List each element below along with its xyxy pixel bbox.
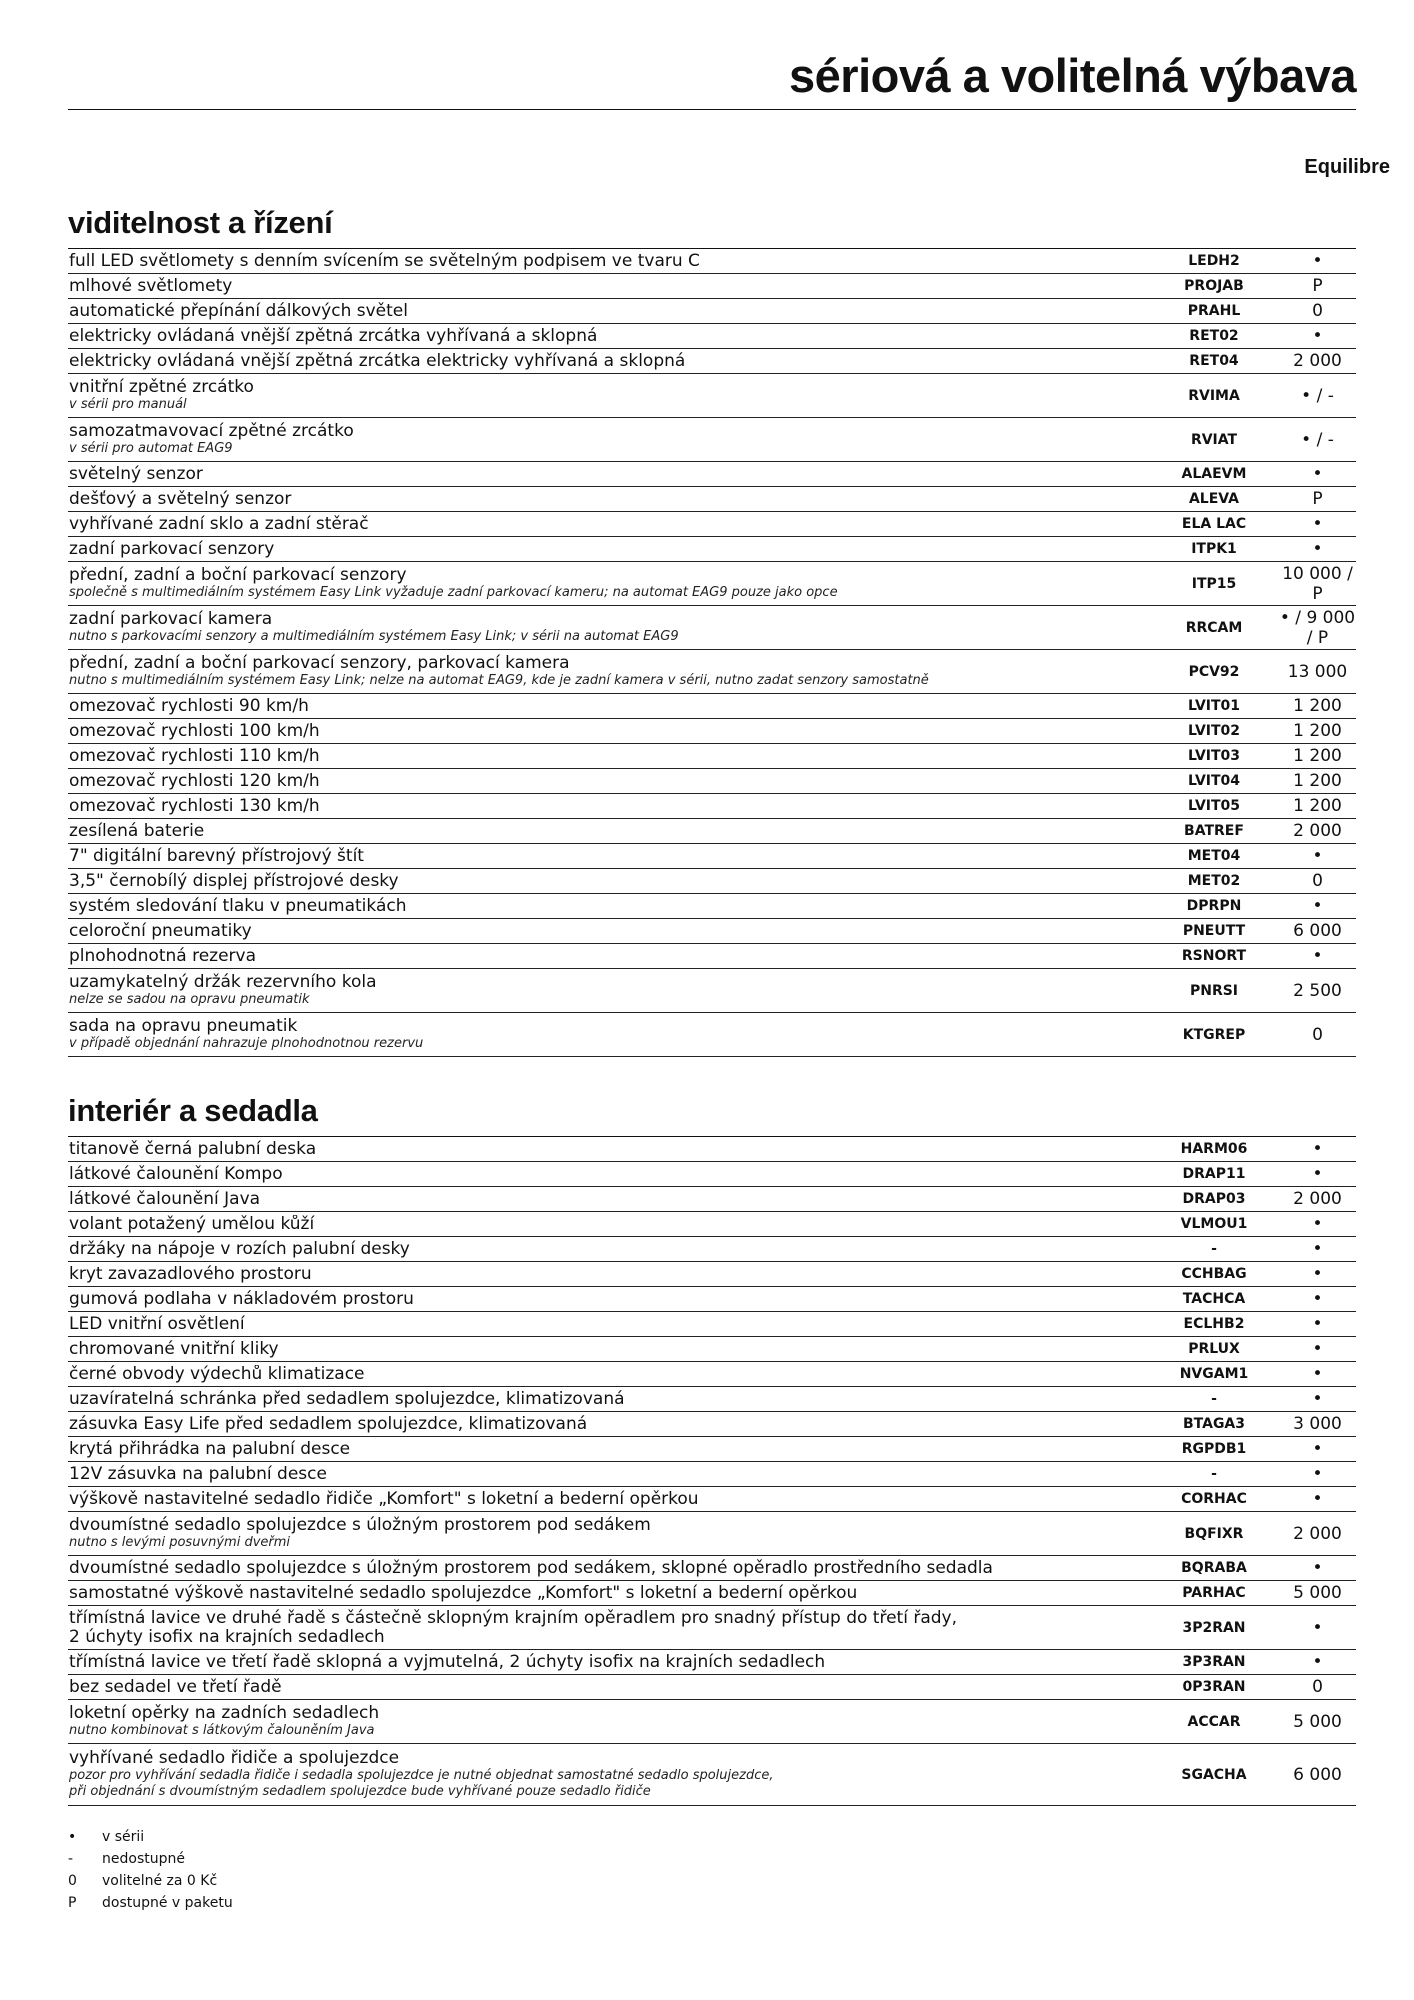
option-code: PNRSI [1189, 982, 1239, 999]
option-value: 2 000 [1293, 1523, 1342, 1544]
table-row [68, 844, 1356, 869]
equipment-label: světelný senzor [69, 464, 203, 484]
equipment-description [68, 378, 1149, 413]
option-value: 1 200 [1293, 746, 1342, 766]
option-code: RRCAM [1185, 619, 1243, 636]
table-row [68, 418, 1356, 462]
equipment-description [68, 697, 1149, 716]
equipment-label: systém sledování tlaku v pneumatikách [69, 896, 407, 916]
option-value: 6 000 [1293, 1764, 1342, 1785]
table-row [68, 1556, 1356, 1581]
equipment-description [68, 797, 1149, 816]
option-code: 3P3RAN [1182, 1654, 1246, 1670]
option-value: P [1312, 489, 1323, 509]
equipment-label: dvoumístné sedadlo spolujezdce s úložným prostorem pod sedákem, sklopné opěradlo prostředního sedadla [69, 1558, 993, 1578]
equipment-label: kryt zavazadlového prostoru [69, 1264, 312, 1284]
table-row [68, 744, 1356, 769]
option-value: • [1312, 1264, 1323, 1284]
option-code: HARM06 [1180, 1141, 1248, 1157]
option-code: KTGREP [1182, 1026, 1246, 1043]
option-value: • [1312, 1652, 1323, 1672]
equipment-description [68, 490, 1149, 509]
table-row [68, 1237, 1356, 1262]
table-row [68, 969, 1356, 1013]
option-code: CCHBAG [1181, 1266, 1247, 1282]
option-code: - [1211, 1241, 1217, 1257]
equipment-list [68, 1137, 1356, 1806]
equipment-label: chromované vnitřní kliky [69, 1339, 279, 1359]
table-row [68, 694, 1356, 719]
equipment-label: uzavíratelná schránka před sedadlem spolujezdce, klimatizovaná [69, 1389, 625, 1409]
equipment-description [68, 772, 1149, 791]
equipment-description [68, 897, 1149, 916]
option-value: • [1312, 896, 1323, 916]
option-value: 5 000 [1293, 1711, 1342, 1732]
equipment-label: dešťový a světelný senzor [69, 489, 292, 509]
option-code: - [1211, 1466, 1217, 1482]
option-value: • [1312, 251, 1323, 271]
option-code: LVIT04 [1187, 773, 1241, 789]
option-code: LVIT03 [1187, 748, 1241, 764]
equipment-label: třímístná lavice ve druhé řadě s částečně sklopným krajním opěradlem pro snadný přístup do třetí řady, [69, 1608, 958, 1628]
equipment-description [68, 277, 1149, 296]
equipment-label: gumová podlaha v nákladovém prostoru [69, 1289, 414, 1309]
equipment-description [68, 1290, 1149, 1309]
equipment-description [68, 947, 1149, 966]
title-divider [68, 109, 1356, 110]
equipment-description [68, 872, 1149, 891]
legend-item [68, 1848, 233, 1870]
table-row [68, 1013, 1356, 1057]
equipment-label: 3,5" černobílý displej přístrojové desky [69, 871, 399, 891]
equipment-label: mlhové světlomety [69, 276, 233, 296]
option-code: MET04 [1187, 848, 1241, 864]
equipment-description [68, 654, 1149, 689]
option-value: • [1312, 1339, 1323, 1359]
equipment-description [68, 1559, 1149, 1578]
option-value: • [1312, 946, 1323, 966]
legend-text: v sérii [102, 1829, 145, 1845]
legend-text: nedostupné [102, 1851, 185, 1867]
equipment-label: samozatmavovací zpětné zrcátko [69, 422, 354, 441]
option-code: RET02 [1189, 328, 1239, 344]
option-code: CORHAC [1181, 1491, 1247, 1507]
equipment-label: přední, zadní a boční parkovací senzory [69, 566, 407, 585]
equipment-description [68, 1190, 1149, 1209]
equipment-label: full LED světlomety s denním svícením se světelným podpisem ve tvaru C [69, 251, 700, 271]
table-row [68, 1212, 1356, 1237]
equipment-list [68, 249, 1356, 1057]
table-row [68, 650, 1356, 694]
equipment-description [68, 1140, 1149, 1159]
option-value: • [1312, 1464, 1323, 1484]
equipment-note: nelze se sadou na opravu pneumatik [69, 992, 310, 1007]
equipment-description [68, 1415, 1149, 1434]
table-row [68, 794, 1356, 819]
equipment-label: automatické přepínání dálkových světel [69, 301, 408, 321]
option-value: • [1312, 1389, 1323, 1409]
equipment-description [68, 1516, 1149, 1551]
option-code: ACCAR [1187, 1713, 1241, 1730]
equipment-label: bez sedadel ve třetí řadě [69, 1677, 282, 1697]
option-value: • [1312, 1314, 1323, 1334]
equipment-description [68, 252, 1149, 271]
option-code: RSNORT [1181, 948, 1247, 964]
table-row [68, 324, 1356, 349]
legend-symbol: • [68, 1829, 77, 1845]
equipment-description [68, 1440, 1149, 1459]
equipment-description [68, 610, 1149, 645]
option-value: 2 000 [1293, 351, 1342, 371]
equipment-label: omezovač rychlosti 110 km/h [69, 746, 320, 766]
option-code: BQRABA [1181, 1560, 1247, 1576]
option-value: • [1312, 1164, 1323, 1184]
table-row [68, 1462, 1356, 1487]
option-value: 13 000 [1287, 661, 1348, 682]
option-code: BTAGA3 [1182, 1416, 1246, 1432]
equipment-description [68, 1365, 1149, 1384]
legend-item [68, 1870, 233, 1892]
equipment-label: celoroční pneumatiky [69, 921, 252, 941]
option-code: 3P2RAN [1182, 1619, 1246, 1636]
legend-item [68, 1892, 233, 1914]
option-value: • [1312, 1289, 1323, 1309]
option-value: • [1312, 1139, 1323, 1159]
section-title: viditelnost a řízení [68, 204, 1356, 249]
option-value: 10 000 / P [1282, 563, 1353, 604]
equipment-description [68, 1749, 1149, 1800]
option-code: ITP15 [1191, 575, 1237, 592]
option-value: 0 [1312, 1677, 1323, 1697]
option-value: • / 9 000 / P [1279, 607, 1356, 648]
option-code: RVIMA [1188, 387, 1240, 404]
table-row [68, 512, 1356, 537]
option-value: 1 200 [1293, 771, 1342, 791]
equipment-label: LED vnitřní osvětlení [69, 1314, 245, 1334]
equipment-label: sada na opravu pneumatik [69, 1017, 298, 1036]
equipment-label: uzamykatelný držák rezervního kola [69, 973, 377, 992]
equipment-note: společně s multimediálním systémem Easy Link vyžaduje zadní parkovací kameru; na automat EAG9 pouze jako opce [69, 585, 838, 600]
equipment-description [68, 722, 1149, 741]
option-value: • [1312, 1214, 1323, 1234]
option-value: 1 200 [1293, 796, 1342, 816]
option-value: 5 000 [1293, 1583, 1342, 1603]
equipment-note: v sérii pro automat EAG9 [69, 441, 233, 456]
table-row [68, 1412, 1356, 1437]
option-value: 1 200 [1293, 721, 1342, 741]
equipment-label: látkové čalounění Kompo [69, 1164, 283, 1184]
option-code: PCV92 [1188, 663, 1240, 680]
equipment-label: přední, zadní a boční parkovací senzory, parkovací kamera [69, 654, 570, 673]
table-row [68, 1137, 1356, 1162]
table-row [68, 1312, 1356, 1337]
equipment-description [68, 302, 1149, 321]
equipment-label: látkové čalounění Java [69, 1189, 261, 1209]
equipment-description [68, 922, 1149, 941]
equipment-description [68, 1315, 1149, 1334]
option-value: • [1312, 1489, 1323, 1509]
section-interior-seats [68, 1092, 1356, 1806]
equipment-label: samostatné výškově nastavitelné sedadlo spolujezdce „Komfort" s loketní a bederní opěrkou [69, 1583, 858, 1603]
option-value: 6 000 [1293, 921, 1342, 941]
option-code: MET02 [1187, 873, 1241, 889]
equipment-description [68, 1265, 1149, 1284]
option-code: TACHCA [1182, 1291, 1246, 1307]
option-code: VLMOU1 [1180, 1216, 1248, 1232]
table-row [68, 1287, 1356, 1312]
option-value: • [1312, 1239, 1323, 1259]
equipment-description [68, 747, 1149, 766]
table-row [68, 1675, 1356, 1700]
section-title: interiér a sedadla [68, 1092, 1356, 1137]
equipment-description [68, 327, 1149, 346]
equipment-description [68, 465, 1149, 484]
equipment-label: třímístná lavice ve třetí řadě sklopná a vyjmutelná, 2 úchyty isofix na krajních sedadlech [69, 1652, 826, 1672]
legend-symbol: 0 [68, 1873, 77, 1889]
table-row [68, 1337, 1356, 1362]
equipment-note: v případě objednání nahrazuje plnohodnotnou rezervu [69, 1036, 424, 1051]
table-row [68, 719, 1356, 744]
equipment-description [68, 1490, 1149, 1509]
option-code: NVGAM1 [1179, 1366, 1249, 1382]
option-value: 0 [1312, 1024, 1323, 1045]
equipment-description [68, 973, 1149, 1008]
legend-text: volitelné za 0 Kč [102, 1873, 218, 1889]
equipment-label: 12V zásuvka na palubní desce [69, 1464, 327, 1484]
equipment-label: elektricky ovládaná vnější zpětná zrcátka vyhřívaná a sklopná [69, 326, 598, 346]
table-row [68, 487, 1356, 512]
option-code: PROJAB [1184, 278, 1244, 294]
equipment-description [68, 515, 1149, 534]
equipment-label: titanově černá palubní deska [69, 1139, 317, 1159]
option-code: ECLHB2 [1183, 1316, 1245, 1332]
equipment-note: v sérii pro manuál [69, 397, 187, 412]
option-code: ALEVA [1188, 491, 1240, 507]
option-value: P [1312, 276, 1323, 296]
option-code: SGACHA [1181, 1766, 1247, 1783]
equipment-description [68, 540, 1149, 559]
option-value: 2 000 [1293, 821, 1342, 841]
equipment-label: volant potažený umělou kůží [69, 1214, 315, 1234]
table-row [68, 274, 1356, 299]
option-value: • [1312, 1617, 1323, 1638]
table-row [68, 1387, 1356, 1412]
equipment-description [68, 1678, 1149, 1697]
table-row [68, 537, 1356, 562]
equipment-description [68, 566, 1149, 601]
option-code: BQFIXR [1184, 1525, 1244, 1542]
equipment-note: nutno s multimediálním systémem Easy Link; nelze na automat EAG9, kde je zadní kamera v sérii, nutno zadat senzory samostatně [69, 673, 929, 688]
equipment-note-line2: při objednání s dvoumístným sedadlem spolujezdce bude vyhřívané pouze sedadlo řidiče [69, 1784, 651, 1799]
equipment-label: zadní parkovací senzory [69, 539, 275, 559]
legend-symbol: - [68, 1851, 74, 1867]
option-value: • [1312, 326, 1323, 346]
equipment-description [68, 422, 1149, 457]
option-code: LVIT05 [1187, 798, 1241, 814]
table-row [68, 1581, 1356, 1606]
equipment-label: omezovač rychlosti 120 km/h [69, 771, 320, 791]
table-row [68, 349, 1356, 374]
table-row [68, 919, 1356, 944]
option-code: RET04 [1189, 353, 1239, 369]
equipment-description [68, 1017, 1149, 1052]
option-code: LVIT01 [1187, 698, 1241, 714]
table-row [68, 562, 1356, 606]
table-row [68, 819, 1356, 844]
table-row [68, 249, 1356, 274]
equipment-note: nutno kombinovat s látkovým čalouněním Java [69, 1723, 375, 1738]
option-code: DPRPN [1186, 898, 1242, 914]
equipment-label: plnohodnotná rezerva [69, 946, 257, 966]
equipment-label: elektricky ovládaná vnější zpětná zrcátka elektricky vyhřívaná a sklopná [69, 351, 686, 371]
legend-symbol: P [68, 1895, 77, 1911]
table-row [68, 1187, 1356, 1212]
equipment-label: černé obvody výdechů klimatizace [69, 1364, 365, 1384]
equipment-description [68, 822, 1149, 841]
table-row [68, 1512, 1356, 1556]
option-code: 0P3RAN [1182, 1679, 1246, 1695]
option-code: DRAP03 [1182, 1191, 1246, 1207]
option-value: • [1312, 846, 1323, 866]
equipment-description [68, 1390, 1149, 1409]
equipment-label: zesílená baterie [69, 821, 205, 841]
option-value: • [1312, 1364, 1323, 1384]
table-row [68, 769, 1356, 794]
table-row [68, 1650, 1356, 1675]
equipment-label: loketní opěrky na zadních sedadlech [69, 1704, 380, 1723]
option-value: 2 500 [1293, 980, 1342, 1001]
equipment-label: omezovač rychlosti 100 km/h [69, 721, 320, 741]
equipment-description [68, 1465, 1149, 1484]
option-code: ALAEVM [1181, 466, 1247, 482]
table-row [68, 374, 1356, 418]
option-code: ELA LAC [1181, 516, 1247, 532]
option-value: 0 [1312, 301, 1323, 321]
option-code: PRLUX [1188, 1341, 1240, 1357]
option-value: 3 000 [1293, 1414, 1342, 1434]
equipment-label: omezovač rychlosti 130 km/h [69, 796, 320, 816]
option-value: 2 000 [1293, 1189, 1342, 1209]
option-code: RVIAT [1190, 431, 1238, 448]
table-row [68, 1487, 1356, 1512]
equipment-description [68, 1215, 1149, 1234]
table-row [68, 869, 1356, 894]
table-row [68, 1437, 1356, 1462]
option-value: • [1312, 539, 1323, 559]
equipment-note: pozor pro vyhřívání sedadla řidiče i sedadla spolujezdce je nutné objednat samostatné sedadlo spolujezdce, [69, 1768, 774, 1783]
trim-column-header: Equilibre [1304, 156, 1390, 178]
table-row [68, 1744, 1356, 1806]
option-value: • [1312, 1558, 1323, 1578]
table-row [68, 462, 1356, 487]
equipment-label: krytá přihrádka na palubní desce [69, 1439, 351, 1459]
equipment-label: dvoumístné sedadlo spolujezdce s úložným prostorem pod sedákem [69, 1516, 651, 1535]
equipment-note: nutno s levými posuvnými dveřmi [69, 1535, 291, 1550]
equipment-label: vyhřívané sedadlo řidiče a spolujezdce [69, 1749, 400, 1768]
legend [68, 1826, 233, 1914]
equipment-label: držáky na nápoje v rozích palubní desky [69, 1239, 410, 1259]
equipment-description [68, 1165, 1149, 1184]
option-value: • [1312, 464, 1323, 484]
option-code: BATREF [1184, 823, 1244, 839]
equipment-label: výškově nastavitelné sedadlo řidiče „Komfort" s loketní a bederní opěrkou [69, 1489, 699, 1509]
table-row [68, 1162, 1356, 1187]
equipment-label: vyhřívané zadní sklo a zadní stěrač [69, 514, 369, 534]
equipment-label-line2: 2 úchyty isofix na krajních sedadlech [69, 1626, 385, 1647]
equipment-description [68, 1609, 1149, 1647]
table-row [68, 1700, 1356, 1744]
option-value: • / - [1301, 429, 1334, 450]
section-visibility-driving [68, 204, 1356, 1057]
page-title: sériová a volitelná výbava [789, 49, 1356, 102]
legend-item [68, 1826, 233, 1848]
equipment-label: omezovač rychlosti 90 km/h [69, 696, 309, 716]
equipment-description [68, 1704, 1149, 1739]
equipment-label: zadní parkovací kamera [69, 610, 273, 629]
option-value: 1 200 [1293, 696, 1342, 716]
option-code: ITPK1 [1191, 541, 1237, 557]
equipment-note: nutno s parkovacími senzory a multimediálním systémem Easy Link; v sérii na automat EAG9 [69, 629, 679, 644]
legend-text: dostupné v paketu [102, 1895, 233, 1911]
option-code: LVIT02 [1187, 723, 1241, 739]
equipment-label: vnitřní zpětné zrcátko [69, 378, 254, 397]
option-value: • / - [1301, 385, 1334, 406]
option-value: 0 [1312, 871, 1323, 891]
table-row [68, 1606, 1356, 1650]
equipment-description [68, 1653, 1149, 1672]
equipment-description [68, 352, 1149, 371]
equipment-description [68, 1584, 1149, 1603]
table-row [68, 944, 1356, 969]
equipment-description [68, 1340, 1149, 1359]
equipment-description [68, 847, 1149, 866]
option-code: RGPDB1 [1181, 1441, 1247, 1457]
table-row [68, 894, 1356, 919]
table-row [68, 1262, 1356, 1287]
option-code: - [1211, 1391, 1217, 1407]
table-row [68, 299, 1356, 324]
option-value: • [1312, 514, 1323, 534]
option-code: LEDH2 [1188, 253, 1240, 269]
table-row [68, 1362, 1356, 1387]
equipment-label: 7" digitální barevný přístrojový štít [69, 846, 364, 866]
option-code: PRAHL [1187, 303, 1241, 319]
option-value: • [1312, 1439, 1323, 1459]
option-code: PNEUTT [1182, 923, 1246, 939]
equipment-label: zásuvka Easy Life před sedadlem spolujezdce, klimatizovaná [69, 1414, 588, 1434]
option-code: DRAP11 [1182, 1166, 1246, 1182]
table-row [68, 606, 1356, 650]
option-code: PARHAC [1182, 1585, 1246, 1601]
equipment-description [68, 1240, 1149, 1259]
